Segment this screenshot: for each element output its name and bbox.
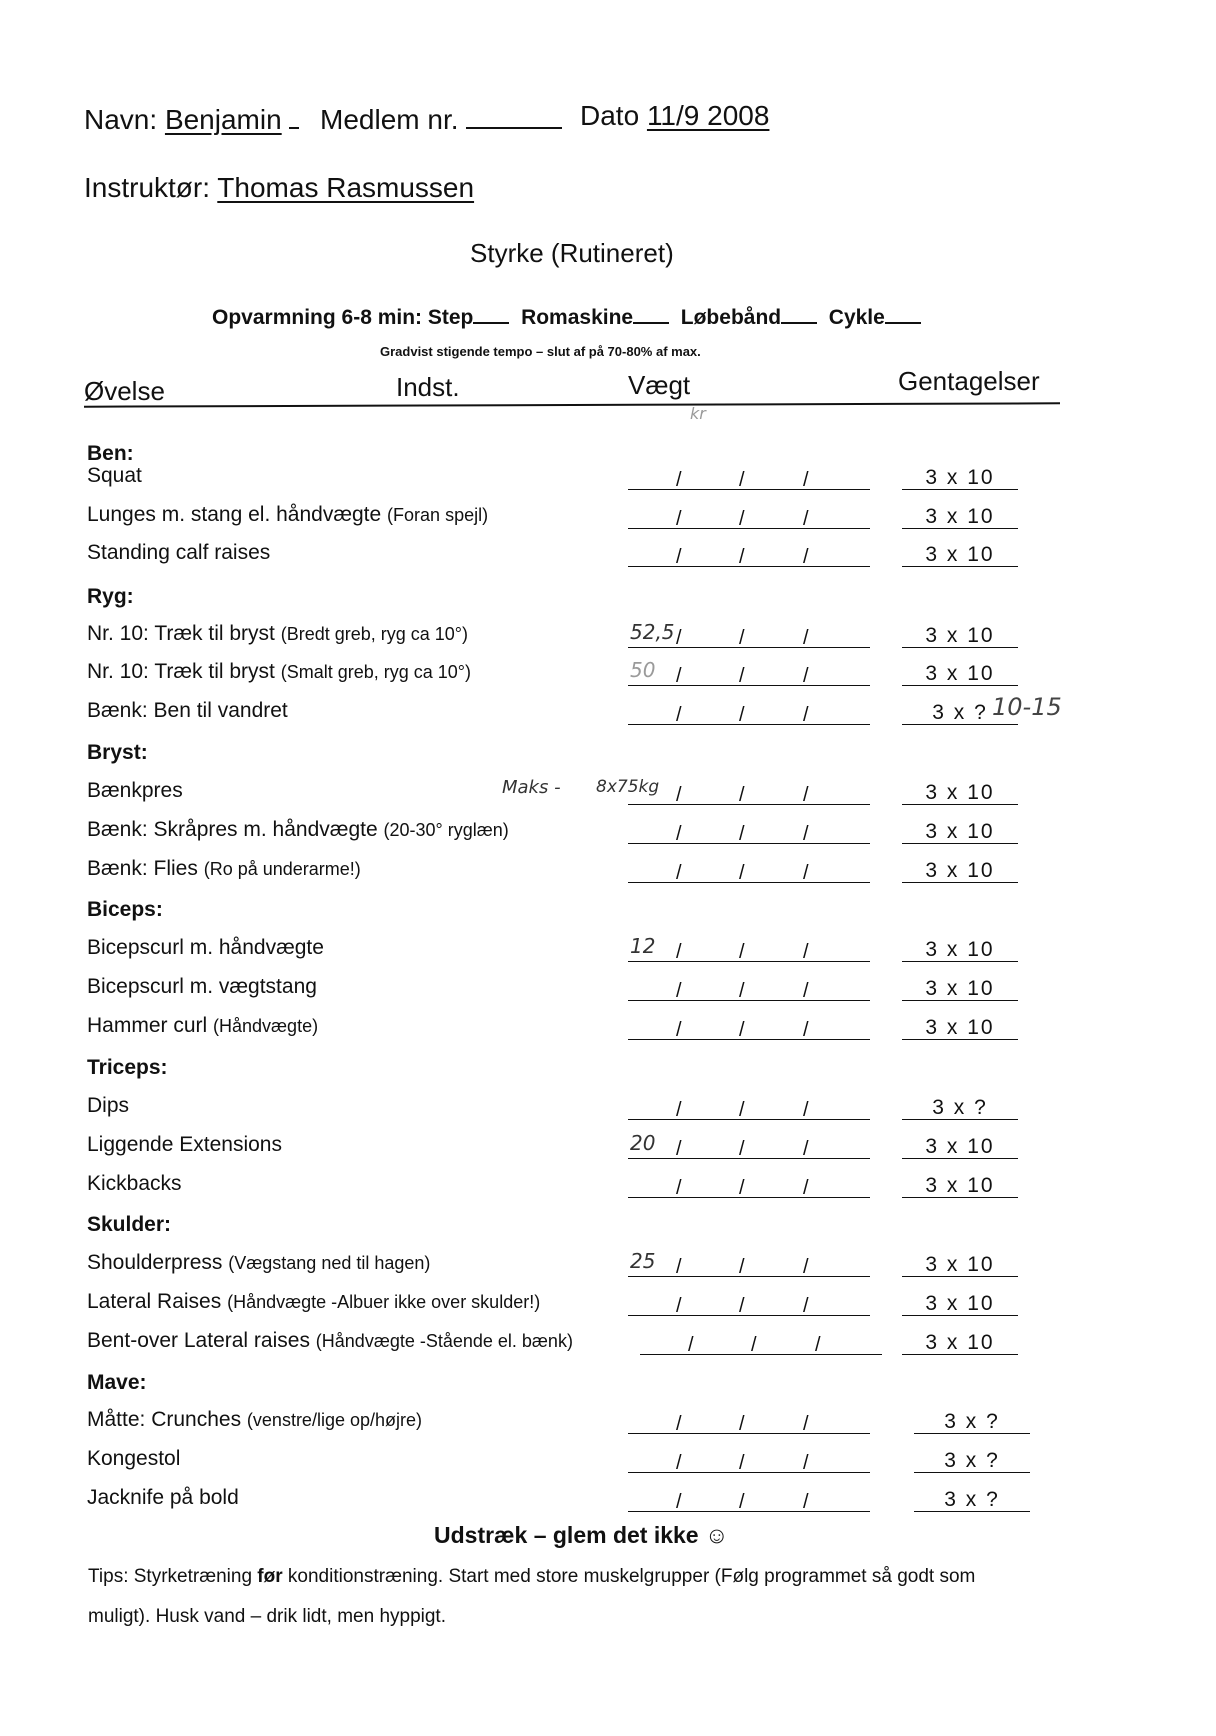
weight-entry-line[interactable] xyxy=(628,961,870,962)
weight-entry-line[interactable] xyxy=(628,528,870,529)
weight-slash: / xyxy=(803,1138,809,1160)
weight-slash: / xyxy=(739,980,745,1002)
exercise-row xyxy=(87,1133,282,1157)
weight-slash: / xyxy=(739,862,745,884)
weight-slash: / xyxy=(739,1177,745,1199)
weight-slash: / xyxy=(676,1099,682,1121)
weight-slash: / xyxy=(803,1256,809,1278)
exercise-name: Hammer curl xyxy=(87,1014,208,1037)
exercise-row xyxy=(87,1251,430,1275)
handwritten-weight: 20 xyxy=(630,1131,656,1155)
weight-entry-line[interactable] xyxy=(628,1315,870,1316)
exercise-name: Nr. 10: Træk til bryst xyxy=(87,622,275,645)
name-field xyxy=(84,104,299,136)
exercise-note: (venstre/lige op/højre) xyxy=(246,1410,422,1430)
handwritten-weight: 8x75kg xyxy=(596,777,660,797)
warmup-blank-cykle[interactable] xyxy=(885,322,921,324)
exercise-name: Bicepscurl m. håndvægte xyxy=(87,936,324,959)
weight-slash: / xyxy=(676,627,682,649)
weight-slash: / xyxy=(676,546,682,568)
category-mave: Mave: xyxy=(87,1371,147,1394)
reps-value: 3 x ? xyxy=(914,1411,1030,1434)
weight-slash: / xyxy=(803,823,809,845)
warmup-option-lobebaand: Løbebånd xyxy=(680,306,782,329)
exercise-name: Jacknife på bold xyxy=(87,1486,239,1509)
warmup-blank-lobebaand[interactable] xyxy=(781,322,817,324)
weight-entry-line[interactable] xyxy=(628,843,870,844)
weight-slash: / xyxy=(739,1452,745,1474)
category-ben: Ben: xyxy=(87,442,134,465)
exercise-name: Standing calf raises xyxy=(87,541,271,564)
weight-slash: / xyxy=(739,1295,745,1317)
name-label: Navn: xyxy=(84,104,158,135)
weight-slash: / xyxy=(803,1413,809,1435)
exercise-name: Lunges m. stang el. håndvægte xyxy=(87,503,382,526)
exercise-row xyxy=(87,1486,239,1510)
category-bryst: Bryst: xyxy=(87,741,148,764)
member-label: Medlem nr. xyxy=(320,104,459,135)
reps-value: 3 x 10 xyxy=(902,860,1018,883)
weight-entry-line[interactable] xyxy=(628,1000,870,1001)
weight-slash: / xyxy=(676,784,682,806)
weight-slash: / xyxy=(803,862,809,884)
exercise-name: Shoulderpress xyxy=(87,1251,223,1274)
col-reps: Gentagelser xyxy=(898,366,1040,396)
weight-slash: / xyxy=(676,704,682,726)
reps-value: 3 x 10 xyxy=(902,506,1018,529)
weight-entry-line[interactable] xyxy=(628,724,870,725)
weight-slash: / xyxy=(739,627,745,649)
reps-value: 3 x 10 xyxy=(902,1175,1018,1198)
category-triceps: Triceps: xyxy=(87,1056,168,1079)
exercise-name: Bænk: Skråpres m. håndvægte xyxy=(87,818,378,841)
weight-slash: / xyxy=(803,941,809,963)
category-biceps: Biceps: xyxy=(87,898,163,921)
weight-slash: / xyxy=(739,1413,745,1435)
instructor-value[interactable]: Thomas Rasmussen xyxy=(217,172,475,203)
reps-value: 3 x 10 xyxy=(902,821,1018,844)
handwritten-weight: 50 xyxy=(630,658,656,682)
exercise-name: Kongestol xyxy=(87,1447,181,1470)
exercise-name: Dips xyxy=(87,1094,130,1117)
weight-slash: / xyxy=(815,1334,821,1356)
warmup-option-cykle: Cykle xyxy=(828,306,885,329)
name-blank xyxy=(289,127,299,129)
reps-value: 3 x 10 xyxy=(902,939,1018,962)
weight-slash: / xyxy=(739,546,745,568)
exercise-row xyxy=(87,503,488,527)
exercise-name: Liggende Extensions xyxy=(87,1133,282,1156)
weight-entry-line[interactable] xyxy=(628,566,870,567)
reps-value: 3 x ? xyxy=(902,702,1018,725)
weight-slash: / xyxy=(676,1019,682,1041)
exercise-row xyxy=(87,779,183,803)
handwritten-weight: 12 xyxy=(630,934,656,958)
exercise-row xyxy=(87,1290,540,1314)
reps-value: 3 x ? xyxy=(914,1450,1030,1473)
weight-entry-line[interactable] xyxy=(628,1119,870,1120)
reps-value: 3 x ? xyxy=(914,1489,1030,1512)
weight-slash: / xyxy=(688,1334,694,1356)
exercise-row xyxy=(87,936,324,960)
exercise-row xyxy=(87,1447,180,1471)
weight-slash: / xyxy=(803,665,809,687)
exercise-row xyxy=(87,541,270,565)
exercise-note: (20-30° ryglæn) xyxy=(383,820,509,840)
exercise-row xyxy=(87,857,361,881)
col-exercise: Øvelse xyxy=(84,376,165,406)
exercise-name: Bænk: Ben til vandret xyxy=(87,699,288,722)
weight-slash: / xyxy=(803,980,809,1002)
reps-value: 3 x 10 xyxy=(902,467,1018,490)
weight-slash: / xyxy=(739,1256,745,1278)
weight-slash: / xyxy=(676,980,682,1002)
weight-slash: / xyxy=(676,508,682,530)
weight-slash: / xyxy=(739,1099,745,1121)
col-weight: Vægt xyxy=(628,370,691,400)
exercise-row xyxy=(87,622,468,646)
tips-rest: konditionstræning. Start med store muskelgrupper (Følg programmet så godt som xyxy=(282,1566,976,1587)
exercise-note: (Smalt greb, ryg ca 10°) xyxy=(280,662,471,682)
exercise-note: (Håndvægte -Albuer ikke over skulder!) xyxy=(227,1292,541,1312)
weight-slash: / xyxy=(803,546,809,568)
exercise-row xyxy=(87,975,317,999)
date-field xyxy=(580,100,769,132)
weight-slash: / xyxy=(739,508,745,530)
weight-slash: / xyxy=(676,665,682,687)
exercise-note: (Håndvægte) xyxy=(213,1016,319,1036)
exercise-row xyxy=(87,699,288,723)
exercise-row xyxy=(87,1329,573,1353)
exercise-note: (Bredt greb, ryg ca 10°) xyxy=(280,624,468,644)
warmup-blank-romaskine[interactable] xyxy=(633,322,669,324)
reps-value: 3 x 10 xyxy=(902,1293,1018,1316)
warmup-line xyxy=(212,306,921,330)
tips-bold: før xyxy=(257,1566,283,1587)
tips-prefix: Tips: Styrketræning xyxy=(88,1566,258,1587)
date-label: Dato xyxy=(580,100,640,131)
tips-line-2: muligt). Husk vand – drik lidt, men hyppigt. xyxy=(88,1606,446,1627)
exercise-name: Bent-over Lateral raises xyxy=(87,1329,310,1352)
exercise-name: Bicepscurl m. vægtstang xyxy=(87,975,317,998)
weight-slash: / xyxy=(751,1334,757,1356)
exercise-note: (Ro på underarme!) xyxy=(203,859,361,879)
weight-slash: / xyxy=(676,1256,682,1278)
instructor-label: Instruktør: xyxy=(84,172,211,203)
weight-slash: / xyxy=(803,1491,809,1513)
reps-value: 3 x 10 xyxy=(902,663,1018,686)
handwritten-weight: 52,5 xyxy=(630,620,675,644)
weight-slash: / xyxy=(676,1177,682,1199)
weight-entry-line[interactable] xyxy=(628,489,870,490)
weight-slash: / xyxy=(739,1019,745,1041)
weight-entry-line[interactable] xyxy=(628,804,870,805)
weight-entry-line[interactable] xyxy=(628,1197,870,1198)
page-title: Styrke (Rutineret) xyxy=(470,238,674,268)
weight-slash: / xyxy=(739,1138,745,1160)
reps-value: 3 x ? xyxy=(902,1097,1018,1120)
weight-column-mark: kr xyxy=(690,404,706,423)
header-rule xyxy=(84,402,1060,407)
reps-value: 3 x 10 xyxy=(902,1017,1018,1040)
name-value[interactable]: Benjamin xyxy=(164,104,282,135)
weight-slash: / xyxy=(676,941,682,963)
weight-entry-line[interactable] xyxy=(628,1511,870,1512)
exercise-note: (Foran spejl) xyxy=(387,505,489,525)
weight-slash: / xyxy=(676,1452,682,1474)
weight-slash: / xyxy=(676,469,682,491)
weight-slash: / xyxy=(676,823,682,845)
exercise-name: Bænkpres xyxy=(87,779,183,802)
weight-slash: / xyxy=(739,823,745,845)
weight-slash: / xyxy=(676,1413,682,1435)
instructor-field xyxy=(84,172,474,204)
weight-entry-line[interactable] xyxy=(628,1276,870,1277)
member-field xyxy=(320,104,562,136)
exercise-name: Kickbacks xyxy=(87,1172,182,1195)
weight-entry-line[interactable] xyxy=(628,685,870,686)
exercise-name: Nr. 10: Træk til bryst xyxy=(87,660,275,683)
member-blank[interactable] xyxy=(466,127,562,129)
exercise-note: (Vægstang ned til hagen) xyxy=(228,1253,431,1273)
exercise-row xyxy=(87,1172,182,1196)
weight-slash: / xyxy=(803,704,809,726)
weight-slash: / xyxy=(803,508,809,530)
weight-slash: / xyxy=(803,1099,809,1121)
weight-entry-line[interactable] xyxy=(628,647,870,648)
warmup-blank-step[interactable] xyxy=(473,322,509,324)
weight-slash: / xyxy=(739,941,745,963)
weight-slash: / xyxy=(739,469,745,491)
weight-slash: / xyxy=(803,469,809,491)
handwritten-weight: 25 xyxy=(630,1249,656,1273)
weight-slash: / xyxy=(803,1452,809,1474)
weight-entry-line[interactable] xyxy=(628,1472,870,1473)
handwritten-reps-note: 10-15 xyxy=(992,693,1062,721)
reps-value: 3 x 10 xyxy=(902,782,1018,805)
weight-slash: / xyxy=(803,1295,809,1317)
reps-value: 3 x 10 xyxy=(902,625,1018,648)
weight-entry-line[interactable] xyxy=(640,1354,882,1355)
reps-value: 3 x 10 xyxy=(902,544,1018,567)
warmup-note: Gradvist stigende tempo – slut af på 70-80% af max. xyxy=(380,344,701,359)
exercise-name: Måtte: Crunches xyxy=(87,1408,242,1431)
weight-entry-line[interactable] xyxy=(628,1158,870,1159)
stretch-reminder: Udstræk – glem det ikke ☺ xyxy=(434,1522,729,1548)
exercise-row xyxy=(87,660,471,684)
weight-entry-line[interactable] xyxy=(628,1433,870,1434)
exercise-name: Squat xyxy=(87,464,142,487)
tips-line-1 xyxy=(88,1566,975,1588)
weight-slash: / xyxy=(676,1138,682,1160)
reps-value: 3 x 10 xyxy=(902,1254,1018,1277)
category-skulder: Skulder: xyxy=(87,1213,172,1236)
weight-slash: / xyxy=(803,627,809,649)
reps-value: 3 x 10 xyxy=(902,978,1018,1001)
reps-value: 3 x 10 xyxy=(902,1332,1018,1355)
reps-value: 3 x 10 xyxy=(902,1136,1018,1159)
weight-slash: / xyxy=(803,784,809,806)
exercise-row xyxy=(87,818,509,842)
weight-slash: / xyxy=(739,1491,745,1513)
exercise-name: Lateral Raises xyxy=(87,1290,222,1313)
weight-slash: / xyxy=(739,665,745,687)
weight-slash: / xyxy=(739,784,745,806)
weight-slash: / xyxy=(803,1019,809,1041)
col-setting: Indst. xyxy=(396,372,460,402)
weight-slash: / xyxy=(676,1491,682,1513)
handwritten-weight-prefix: Maks - xyxy=(502,777,561,798)
exercise-row xyxy=(87,1408,422,1432)
warmup-label: Opvarmning 6-8 min: xyxy=(212,306,423,329)
weight-slash: / xyxy=(676,862,682,884)
exercise-row xyxy=(87,464,142,488)
weight-slash: / xyxy=(803,1177,809,1199)
weight-slash: / xyxy=(739,704,745,726)
exercise-note: (Håndvægte -Stående el. bænk) xyxy=(315,1331,573,1351)
category-ryg: Ryg: xyxy=(87,585,134,608)
weight-entry-line[interactable] xyxy=(628,1039,870,1040)
exercise-row xyxy=(87,1014,318,1038)
date-value[interactable]: 11/9 2008 xyxy=(646,100,770,131)
exercise-name: Bænk: Flies xyxy=(87,857,198,880)
warmup-option-step: Step xyxy=(427,306,474,329)
warmup-option-romaskine: Romaskine xyxy=(521,306,634,329)
weight-slash: / xyxy=(676,1295,682,1317)
exercise-row xyxy=(87,1094,129,1118)
weight-entry-line[interactable] xyxy=(628,882,870,883)
